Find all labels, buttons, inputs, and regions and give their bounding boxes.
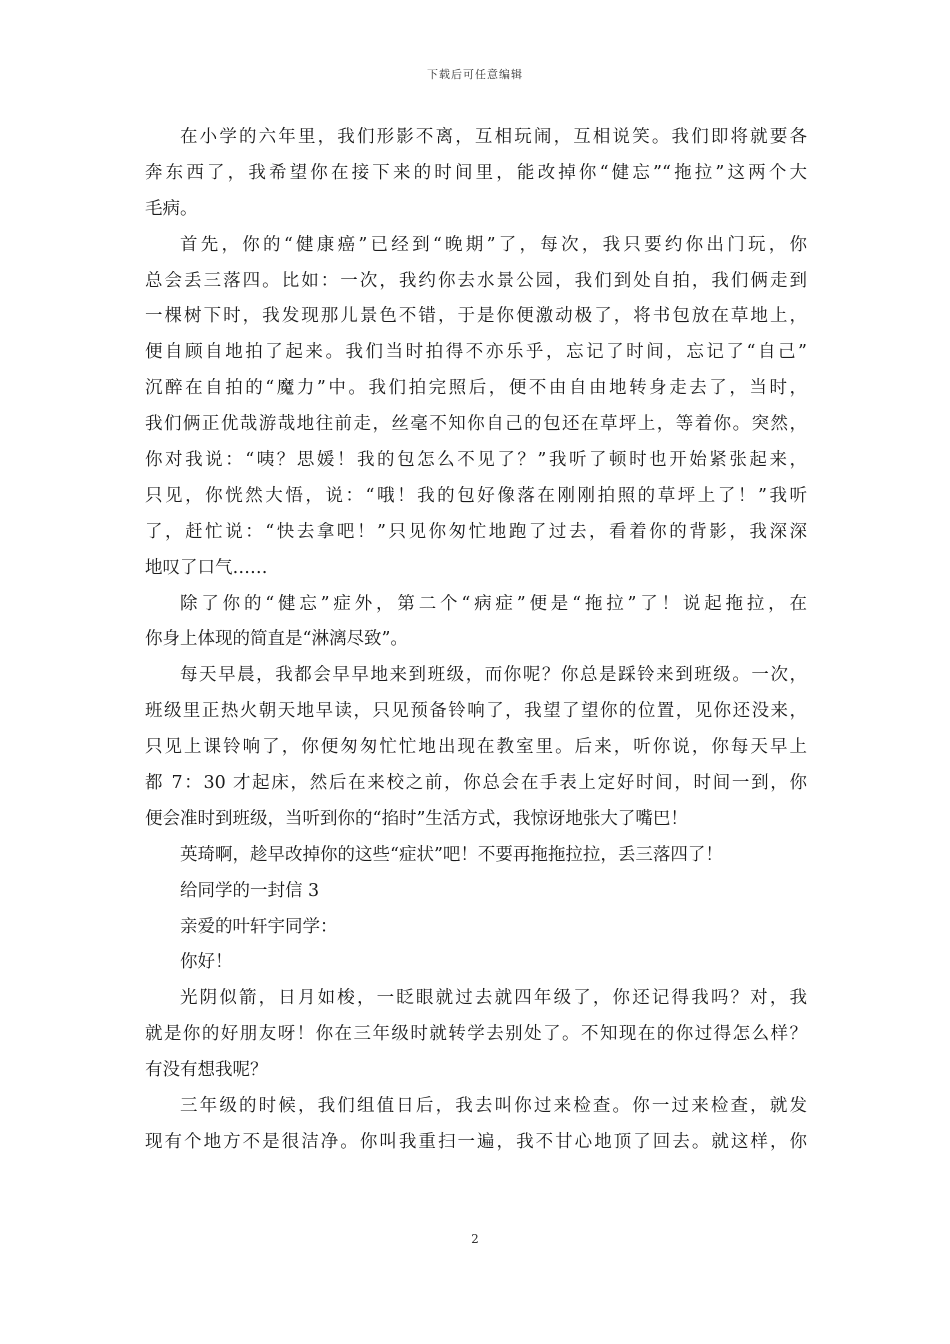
text-line: 首先，你的“健康癌”已经到“晚期”了，每次，我只要约你出门玩，你	[180, 234, 807, 255]
text-line: 现有个地方不是很洁净。你叫我重扫一遍，我不甘心地顶了回去。就这样，你	[145, 1131, 807, 1152]
text-line: 给同学的一封信 3	[180, 880, 320, 901]
text-line: 便会准时到班级，当听到你的“掐时”生活方式，我惊讶地张大了嘴巴！	[145, 808, 688, 829]
page-header: 下载后可任意编辑	[427, 68, 523, 81]
text-line: 一棵树下时，我发现那儿景色不错，于是你便激动极了，将书包放在草地上，	[145, 306, 807, 327]
text-line: 每天早晨，我都会早早地来到班级，而你呢？你总是踩铃来到班级。一次，	[180, 665, 807, 686]
text-line: 我们俩正优哉游哉地往前走，丝毫不知你自己的包还在草坪上，等着你。突然，	[145, 414, 807, 435]
text-line: 毛病。	[145, 198, 198, 219]
text-line: 地叹了口气……	[145, 557, 268, 578]
text-line: 只见，你恍然大悟，说：“哦！我的包好像落在刚刚拍照的草坪上了！”我听	[145, 485, 807, 506]
page-number: 2	[471, 1232, 479, 1246]
text-line: 有没有想我呢？	[145, 1060, 268, 1081]
document-body	[145, 120, 807, 1161]
text-line: 你好！	[180, 952, 233, 973]
text-line: 班级里正热火朝天地早读，只见预备铃响了，我望了望你的位置，见你还没来，	[145, 701, 807, 722]
text-line: 了，赶忙说：“快去拿吧！”只见你匆忙地跑了过去，看着你的背影，我深深	[145, 521, 807, 542]
text-line: 光阴似箭，日月如梭，一眨眼就过去就四年级了，你还记得我吗？对，我	[180, 988, 807, 1009]
text-line: 英琦啊，趁早改掉你的这些“症状”吧！不要再拖拖拉拉，丢三落四了！	[180, 844, 723, 865]
text-line: 除了你的“健忘”症外，第二个“病症”便是“拖拉”了！说起拖拉，在	[180, 593, 807, 614]
text-line: 便自顾自地拍了起来。我们当时拍得不亦乐乎，忘记了时间，忘记了“自己”	[145, 342, 807, 363]
text-line: 你身上体现的简直是“淋漓尽致”。	[145, 629, 408, 650]
text-line: 沉醉在自拍的“魔力”中。我们拍完照后，便不由自由地转身走去了，当时，	[145, 378, 807, 399]
text-line: 三年级的时候，我们组值日后，我去叫你过来检查。你一过来检查，就发	[180, 1096, 807, 1117]
text-line: 奔东西了，我希望你在接下来的时间里，能改掉你“健忘”“拖拉”这两个大	[145, 162, 807, 183]
text-line: 只见上课铃响了，你便匆匆忙忙地出现在教室里。后来，听你说，你每天早上	[145, 737, 807, 758]
text-line: 在小学的六年里，我们形影不离，互相玩闹，互相说笑。我们即将就要各	[180, 127, 807, 147]
text-line: 亲爱的叶轩宇同学：	[180, 916, 338, 937]
text-line: 你对我说：“咦？思媛！我的包怎么不见了？”我听了顿时也开始紧张起来，	[145, 450, 807, 471]
text-line: 都 7：30 才起床，然后在来校之前，你总会在手表上定好时间，时间一到，你	[145, 773, 807, 794]
text-line: 就是你的好朋友呀！你在三年级时就转学去别处了。不知现在的你过得怎么样？	[145, 1024, 807, 1045]
text-line: 总会丢三落四。比如：一次，我约你去水景公园，我们到处自拍，我们俩走到	[145, 270, 807, 291]
